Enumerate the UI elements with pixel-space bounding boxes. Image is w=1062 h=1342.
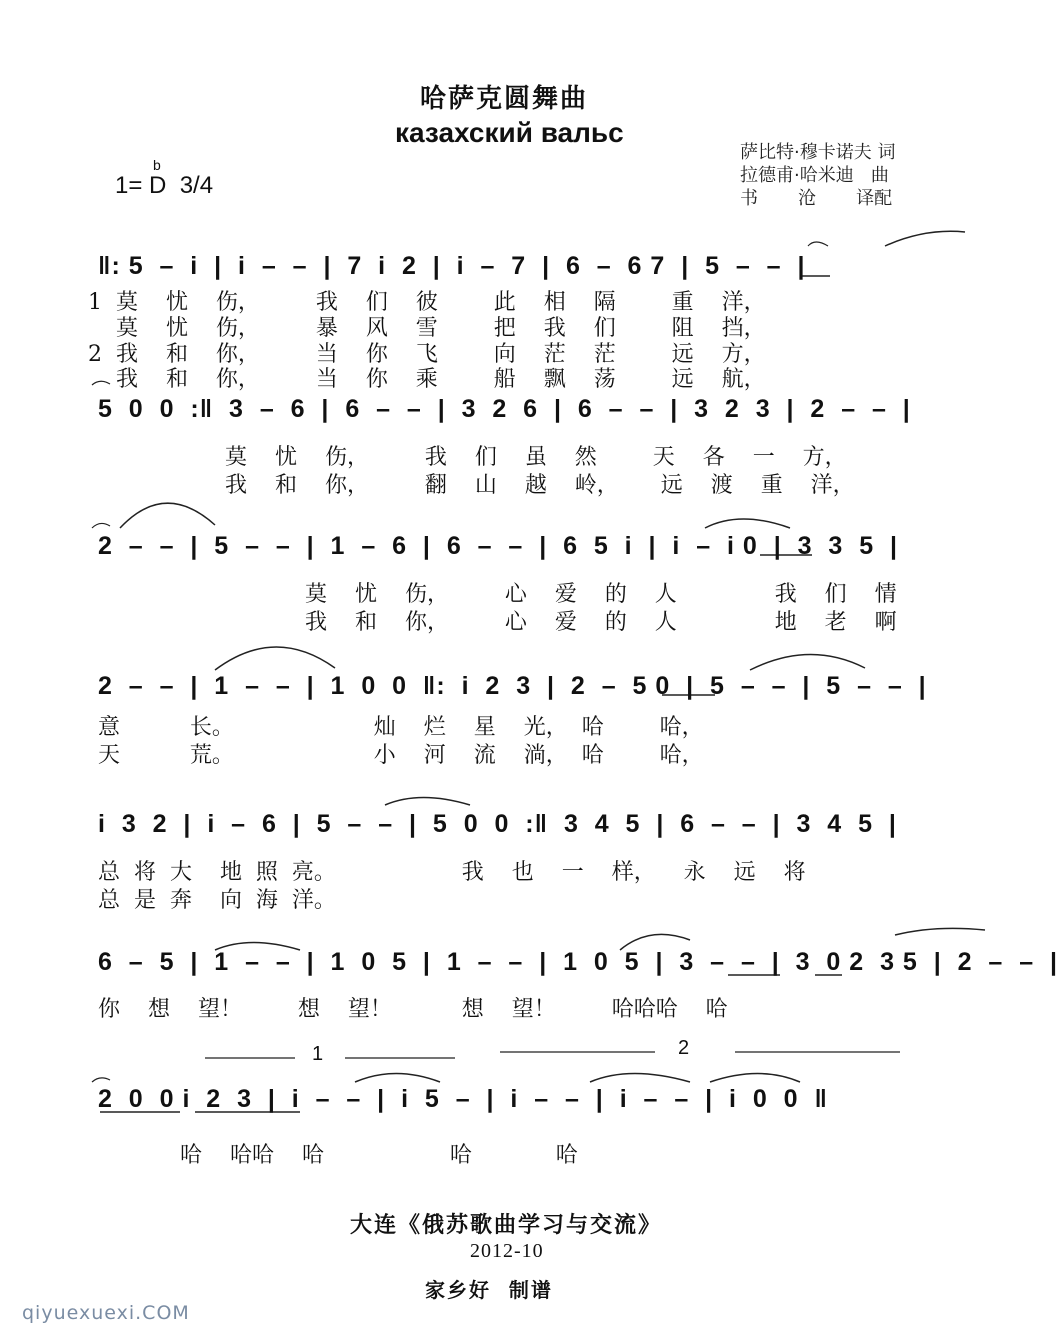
lyric-row-7-line-1: 哈 哈哈 哈 哈 哈	[180, 1143, 578, 1168]
lyric-row-5-line-1: 总 将 大 地 照 亮。 我 也 一 样， 永 远 将	[98, 860, 806, 885]
lyric-row-2-line-1: 莫 忧 伤， 我 们 虽 然 天 各 一 方，	[225, 445, 847, 470]
lyric-row-1-line-3: 2 我 和 你， 当 你 飞 向 茫 茫 远 方，	[88, 342, 766, 367]
lyric-row-2-line-2: 我 和 你， 翻 山 越 岭， 远 渡 重 洋，	[225, 473, 855, 498]
notation-row-6: 6 – 5 | 1 – – | 1 0 5 | 1 – – | 1 0 5 | 3 – – | 3 0 2 3 5 | 2 – – |	[98, 948, 1058, 976]
lyric-row-1-line-1: 1 莫 忧 伤， 我 们 彼 此 相 隔 重 洋，	[88, 290, 766, 315]
credit-translator: 书 沧 译配	[740, 188, 893, 209]
song-title-chinese: 哈萨克圆舞曲	[420, 84, 589, 114]
notation-row-1: ‖: 5 – i | i – – | 7 i 2 | i – 7 | 6 – 6 7 | 5 – – |	[98, 252, 806, 280]
notation-row-2: 5 0 0 :‖ 3 – 6 | 6 – – | 3 2 6 | 6 – – | 3 2 3 | 2 – – |	[98, 395, 911, 423]
lyric-row-4-line-2: 天 荒。 小 河 流 淌， 哈 哈，	[98, 743, 704, 768]
date: 2012-10	[470, 1240, 544, 1262]
engraver-credit: 家乡好 制谱	[425, 1278, 553, 1302]
notation-row-7: 2 0 0 i 2 3 | i – – | i 5 – | i – – | i – – | i 0 0 ‖	[98, 1085, 828, 1113]
notation-row-5: i 3 2 | i – 6 | 5 – – | 5 0 0 :‖ 3 4 5 | 6 – – | 3 4 5 |	[98, 810, 897, 838]
song-title-russian: казахский вальс	[395, 117, 624, 148]
credit-composer: 拉德甫·哈米迪 曲	[740, 165, 889, 186]
volta-1-label: 1	[312, 1043, 324, 1065]
lyric-row-4-line-1: 意 长。 灿 烂 星 光， 哈 哈，	[98, 715, 704, 740]
lyric-row-1-line-4: 我 和 你， 当 你 乘 船 飘 荡 远 航，	[88, 367, 766, 392]
key-signature: 1= D 3/4	[115, 172, 214, 199]
source-credit: 大连《俄苏歌曲学习与交流》	[350, 1212, 663, 1238]
flat-sign: b	[153, 157, 161, 173]
notation-row-3: 2 – – | 5 – – | 1 – 6 | 6 – – | 6 5 i | i – i 0 | 3 3 5 |	[98, 532, 898, 560]
lyric-row-3-line-2: 我 和 你， 心 爱 的 人 地 老 啊	[305, 610, 897, 635]
lyric-row-6-line-1: 你 想 望！ 想 望！ 想 望！ 哈哈哈 哈	[98, 997, 728, 1022]
site-watermark: qiyuexuexi.COM	[22, 1302, 190, 1324]
lyric-row-5-line-2: 总 是 奔 向 海 洋。	[98, 888, 336, 913]
credit-lyricist: 萨比特·穆卡诺夫 词	[740, 142, 896, 163]
notation-row-4: 2 – – | 1 – – | 1 0 0 ‖: i 2 3 | 2 – 5 0 | 5 – – | 5 – – |	[98, 672, 927, 700]
lyric-row-3-line-1: 莫 忧 伤， 心 爱 的 人 我 们 情	[305, 582, 897, 607]
lyric-row-1-line-2: 莫 忧 伤， 暴 风 雪 把 我 们 阻 挡，	[88, 316, 766, 341]
volta-2-label: 2	[678, 1037, 690, 1059]
